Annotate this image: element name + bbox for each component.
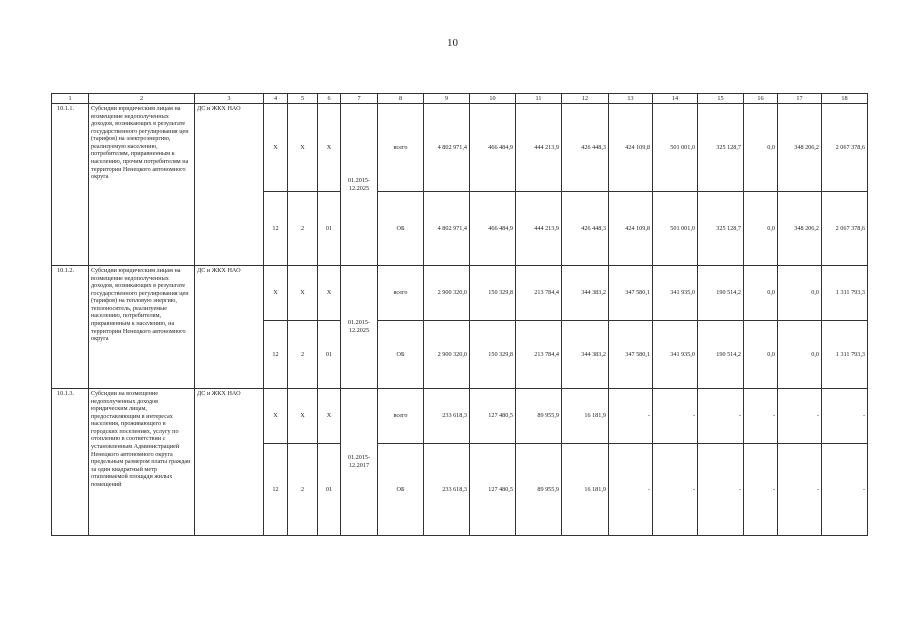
value-cell: 2 900 320,0 <box>424 266 470 321</box>
value-cell: 213 784,4 <box>516 266 562 321</box>
value-cell: 466 484,9 <box>470 104 516 192</box>
header-cell: 14 <box>653 94 698 104</box>
value-cell: 233 618,3 <box>424 389 470 444</box>
item-description: Субсидии юридическим лицам на возмещение недополученных доходов, возникающих в результате государственного регулирования цен (тарифов) на тепловую энергию, теплоноситель, реализуемые населению, потребителям, приравненным к населению, на территории Ненецкого автономного округа <box>89 266 195 389</box>
value-cell: 150 329,8 <box>470 266 516 321</box>
value-cell: - <box>744 389 778 444</box>
code-cell: 12 <box>264 321 288 389</box>
source-cell: всего <box>378 389 424 444</box>
value-cell: 16 181,9 <box>562 389 609 444</box>
header-row <box>52 94 868 104</box>
value-cell: 89 955,9 <box>516 389 562 444</box>
code-cell: Х <box>318 389 341 444</box>
code-cell: Х <box>264 266 288 321</box>
value-cell: 190 514,2 <box>698 321 744 389</box>
item-executor: ДС и ЖКХ НАО <box>195 104 264 266</box>
code-cell: Х <box>288 389 318 444</box>
item-number: 10.1.1. <box>52 104 89 266</box>
code-cell: Х <box>318 104 341 192</box>
value-cell: 1 311 793,3 <box>822 266 868 321</box>
code-cell: 2 <box>288 321 318 389</box>
code-cell: 2 <box>288 192 318 266</box>
value-cell: - <box>744 444 778 536</box>
value-cell: 347 580,1 <box>609 321 653 389</box>
item-number: 10.1.2. <box>52 266 89 389</box>
value-cell: 348 206,2 <box>778 104 822 192</box>
code-cell: 12 <box>264 444 288 536</box>
value-cell: 444 213,9 <box>516 104 562 192</box>
item-number: 10.1.3. <box>52 389 89 536</box>
value-cell: 501 001,0 <box>653 104 698 192</box>
value-cell: - <box>609 389 653 444</box>
value-cell: 0,0 <box>778 266 822 321</box>
subsidy-table <box>51 93 868 536</box>
item-executor: ДС и ЖКХ НАО <box>195 389 264 536</box>
code-cell: Х <box>264 389 288 444</box>
value-cell: 150 329,8 <box>470 321 516 389</box>
table-row <box>52 266 868 321</box>
header-cell: 17 <box>778 94 822 104</box>
code-cell: Х <box>264 104 288 192</box>
value-cell: - <box>698 444 744 536</box>
code-cell: Х <box>288 266 318 321</box>
header-cell: 10 <box>470 94 516 104</box>
source-cell: всего <box>378 266 424 321</box>
value-cell: 0,0 <box>744 104 778 192</box>
table-row <box>52 389 868 444</box>
header-cell: 11 <box>516 94 562 104</box>
value-cell: 4 802 971,4 <box>424 104 470 192</box>
code-cell: Х <box>318 266 341 321</box>
header-cell: 18 <box>822 94 868 104</box>
value-cell: 466 484,9 <box>470 192 516 266</box>
value-cell: - <box>778 444 822 536</box>
value-cell: 213 784,4 <box>516 321 562 389</box>
value-cell: 0,0 <box>744 192 778 266</box>
value-cell: 89 955,9 <box>516 444 562 536</box>
value-cell: - <box>653 389 698 444</box>
value-cell: 426 448,3 <box>562 104 609 192</box>
header-cell: 5 <box>288 94 318 104</box>
header-cell: 9 <box>424 94 470 104</box>
value-cell: - <box>822 444 868 536</box>
source-cell: ОБ <box>378 321 424 389</box>
value-cell: 344 383,2 <box>562 321 609 389</box>
code-cell: 01 <box>318 192 341 266</box>
value-cell: 2 900 320,0 <box>424 321 470 389</box>
header-cell: 13 <box>609 94 653 104</box>
header-cell: 1 <box>52 94 89 104</box>
value-cell: 341 935,0 <box>653 266 698 321</box>
value-cell: 233 618,3 <box>424 444 470 536</box>
value-cell: 0,0 <box>744 266 778 321</box>
value-cell: 325 128,7 <box>698 104 744 192</box>
item-period: 01.2015-12.2025 <box>341 104 378 266</box>
value-cell: 424 109,8 <box>609 104 653 192</box>
value-cell: 16 181,9 <box>562 444 609 536</box>
value-cell: - <box>778 389 822 444</box>
value-cell: 341 935,0 <box>653 321 698 389</box>
item-executor: ДС и ЖКХ НАО <box>195 266 264 389</box>
value-cell: 0,0 <box>744 321 778 389</box>
value-cell: 347 580,1 <box>609 266 653 321</box>
value-cell: 325 128,7 <box>698 192 744 266</box>
code-cell: 12 <box>264 192 288 266</box>
value-cell: 2 067 378,6 <box>822 192 868 266</box>
header-cell: 15 <box>698 94 744 104</box>
header-cell: 16 <box>744 94 778 104</box>
value-cell: - <box>653 444 698 536</box>
value-cell: 444 213,9 <box>516 192 562 266</box>
source-cell: всего <box>378 104 424 192</box>
item-description: Субсидии юридическим лицам на возмещение недополученных доходов, возникающих в результате государственного регулирования цен (тарифов) на электроэнергию, реализуемую населению, потребителям, приравненным к населению, прочим потребителям на территории Ненецкого автономного округа <box>89 104 195 266</box>
page-number: 10 <box>447 37 458 49</box>
code-cell: Х <box>288 104 318 192</box>
value-cell: - <box>698 389 744 444</box>
header-cell: 4 <box>264 94 288 104</box>
item-period: 01.2015-12.2025 <box>341 266 378 389</box>
value-cell: 1 311 793,3 <box>822 321 868 389</box>
value-cell: 0,0 <box>778 321 822 389</box>
value-cell: 501 001,0 <box>653 192 698 266</box>
value-cell: 127 480,5 <box>470 389 516 444</box>
code-cell: 01 <box>318 321 341 389</box>
header-cell: 6 <box>318 94 341 104</box>
value-cell: 344 383,2 <box>562 266 609 321</box>
value-cell: 4 802 971,4 <box>424 192 470 266</box>
item-period: 01.2015-12.2017 <box>341 389 378 536</box>
header-cell: 8 <box>378 94 424 104</box>
header-cell: 7 <box>341 94 378 104</box>
item-description: Субсидии на возмещение недополученных доходов юридическим лицам, предоставляющим в интересах населения, проживающего в городских поселениях, услугу по отоплению в соответствии с установленным Администрацией Ненецкого автономного округа предельным размером платы граждан за один квадратный метр отапливаемой площади жилых помещений <box>89 389 195 536</box>
source-cell: ОБ <box>378 192 424 266</box>
code-cell: 01 <box>318 444 341 536</box>
value-cell: 426 448,3 <box>562 192 609 266</box>
value-cell: 2 067 378,6 <box>822 104 868 192</box>
header-cell: 12 <box>562 94 609 104</box>
code-cell: 2 <box>288 444 318 536</box>
table-row <box>52 104 868 192</box>
header-cell: 3 <box>195 94 264 104</box>
value-cell: - <box>609 444 653 536</box>
value-cell: 190 514,2 <box>698 266 744 321</box>
value-cell: 348 206,2 <box>778 192 822 266</box>
source-cell: ОБ <box>378 444 424 536</box>
value-cell: 127 480,5 <box>470 444 516 536</box>
value-cell: - <box>822 389 868 444</box>
header-cell: 2 <box>89 94 195 104</box>
value-cell: 424 109,8 <box>609 192 653 266</box>
